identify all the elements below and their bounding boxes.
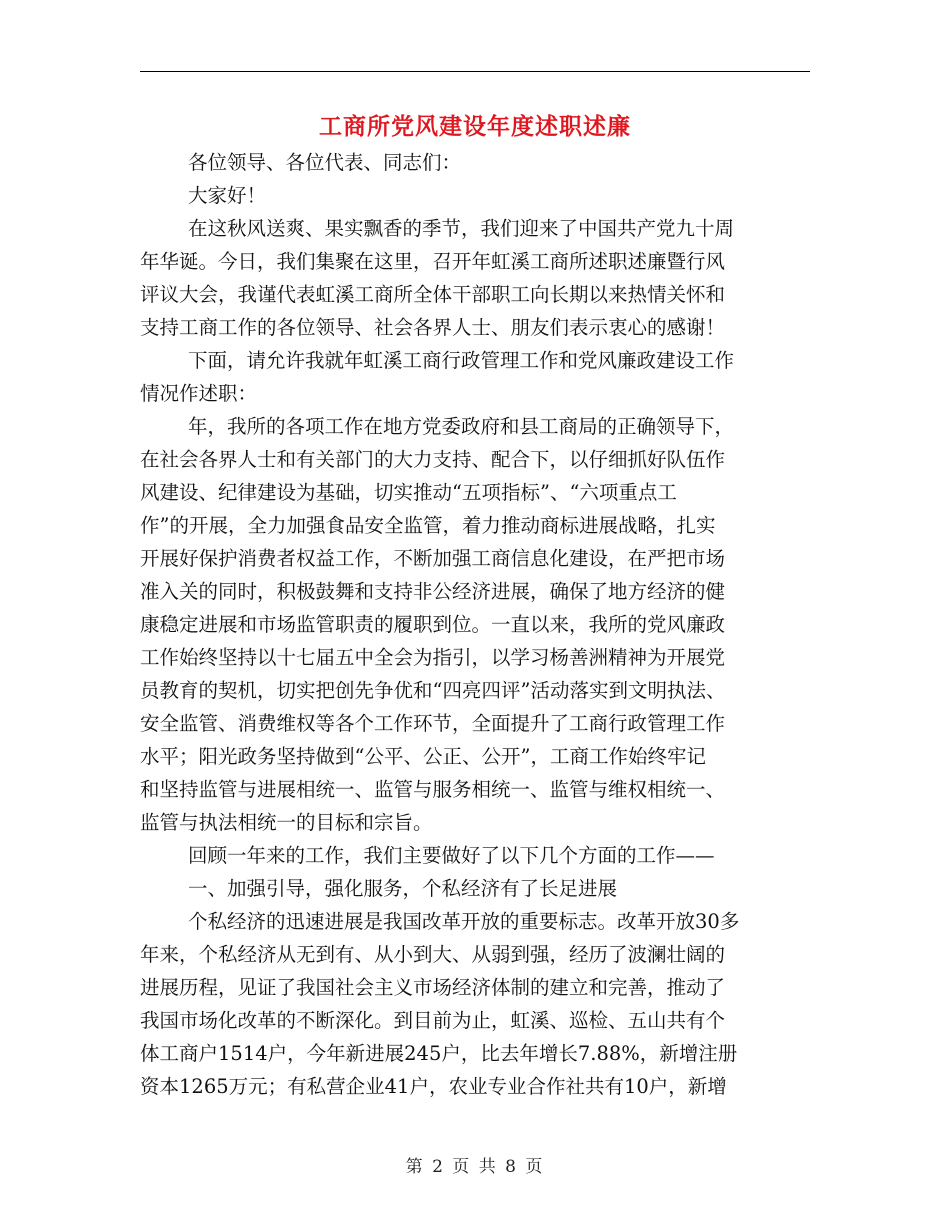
body-line: 监管与执法相统一的目标和宗旨。 bbox=[140, 811, 433, 834]
body-line: 年，我所的各项工作在地方党委政府和县工商局的正确领导下， bbox=[188, 415, 735, 438]
body-line: 作”的开展，全力加强食品安全监管，着力推动商标进展战略，扎实 bbox=[140, 514, 716, 537]
header-rule bbox=[140, 71, 810, 72]
body-line: 一、加强引导，强化服务，个私经济有了长足进展 bbox=[188, 877, 618, 900]
body-line: 员教育的契机，切实把创先争优和“四亮四评”活动落实到文明执法、 bbox=[140, 679, 726, 702]
body-line: 进展历程，见证了我国社会主义市场经济体制的建立和完善，推动了 bbox=[140, 976, 726, 999]
body-line: 下面，请允许我就年虹溪工商行政管理工作和党风廉政建设工作 bbox=[188, 349, 735, 372]
body-line: 各位领导、各位代表、同志们： bbox=[188, 151, 462, 174]
body-line: 年来，个私经济从无到有、从小到大、从弱到强，经历了波澜壮阔的 bbox=[140, 943, 726, 966]
body-line: 水平；阳光政务坚持做到“公平、公正、公开”，工商工作始终牢记 bbox=[140, 745, 706, 768]
body-line: 年华诞。今日，我们集聚在这里，召开年虹溪工商所述职述廉暨行风 bbox=[140, 250, 726, 273]
body-line: 开展好保护消费者权益工作，不断加强工商信息化建设，在严把市场 bbox=[140, 547, 726, 570]
body-line: 资本1265万元；有私营企业41户，农业专业合作社共有10户，新增 bbox=[140, 1075, 727, 1098]
body-line: 康稳定进展和市场监管职责的履职到位。一直以来，我所的党风廉政 bbox=[140, 613, 726, 636]
body-line: 大家好！ bbox=[188, 184, 267, 207]
document-title: 工商所党风建设年度述职述廉 bbox=[319, 113, 631, 140]
body-line: 风建设、纪律建设为基础，切实推动“五项指标”、“六项重点工 bbox=[140, 481, 677, 504]
page-footer: 第 2 页 共 8 页 bbox=[405, 1157, 545, 1177]
body-line: 体工商户1514户，今年新进展245户，比去年增长7.88%，新增注册 bbox=[140, 1042, 738, 1065]
body-line: 准入关的同时，积极鼓舞和支持非公经济进展，确保了地方经济的健 bbox=[140, 580, 726, 603]
body-line: 情况作述职： bbox=[140, 382, 258, 405]
body-line: 个私经济的迅速进展是我国改革开放的重要标志。改革开放30多 bbox=[188, 910, 740, 933]
body-line: 支持工商工作的各位领导、社会各界人士、朋友们表示衷心的感谢！ bbox=[140, 316, 726, 339]
body-line: 在这秋风送爽、果实飘香的季节，我们迎来了中国共产党九十周 bbox=[188, 217, 735, 240]
body-line: 我国市场化改革的不断深化。到目前为止，虹溪、巡检、五山共有个 bbox=[140, 1009, 726, 1032]
document-body bbox=[140, 146, 810, 1103]
body-line: 安全监管、消费维权等各个工作环节，全面提升了工商行政管理工作 bbox=[140, 712, 726, 735]
body-line: 工作始终坚持以十七届五中全会为指引，以学习杨善洲精神为开展党 bbox=[140, 646, 726, 669]
body-line: 评议大会，我谨代表虹溪工商所全体干部职工向长期以来热情关怀和 bbox=[140, 283, 726, 306]
body-line: 回顾一年来的工作，我们主要做好了以下几个方面的工作—— bbox=[188, 844, 715, 867]
body-line: 在社会各界人士和有关部门的大力支持、配合下，以仔细抓好队伍作 bbox=[140, 448, 726, 471]
body-line: 和坚持监管与进展相统一、监管与服务相统一、监管与维权相统一、 bbox=[140, 778, 726, 801]
